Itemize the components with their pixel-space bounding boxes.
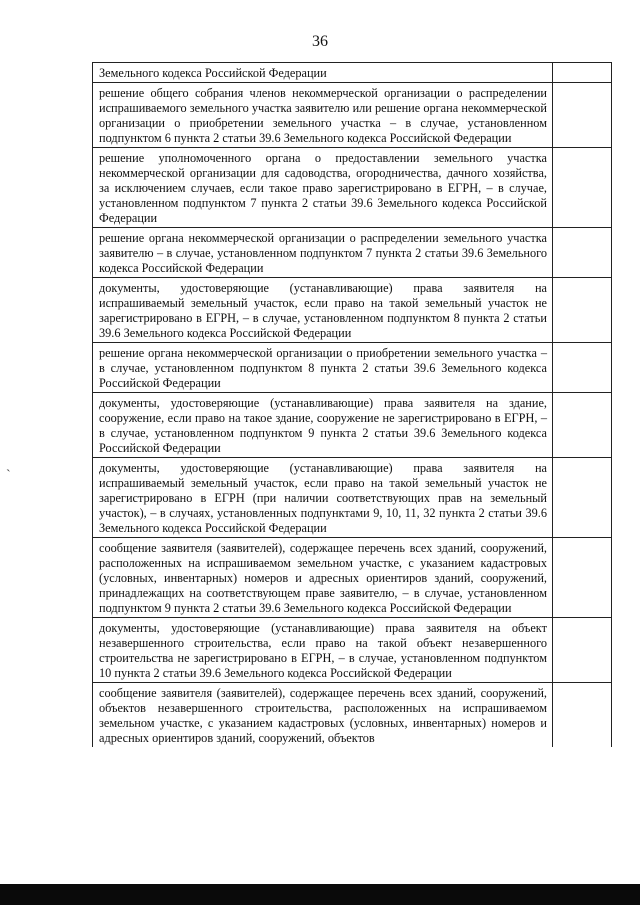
row-empty-cell (553, 393, 612, 458)
page-number: 36 (312, 33, 328, 50)
row-text-cell: решение органа некоммерческой организации о приобретении земельного участка – в случае, установленном подпунктом 8 пункта 2 статьи 39.6 Земельного кодекса Российской Федерации (93, 343, 553, 393)
row-text-cell: сообщение заявителя (заявителей), содержащее перечень всех зданий, сооружений, расположенных на испрашиваемом земельном участке, с указанием кадастровых (условных, инвентарных) номеров и адресных ориентиров зданий, сооружений, принадлежащих на соответствующем праве заявителю, – в случае, установленном подпунктом 9 пункта 2 статьи 39.6 Земельного кодекса Российской Федерации (93, 538, 553, 618)
document-table (92, 62, 612, 747)
table-row (93, 683, 612, 748)
row-empty-cell (553, 148, 612, 228)
table-row (93, 538, 612, 618)
row-text-cell: документы, удостоверяющие (устанавливающие) права заявителя на испрашиваемый земельный участок, если право на такой земельный участок не зарегистрировано в ЕГРН, – в случае, установленном подпунктом 8 пункта 2 статьи 39.6 Земельного кодекса Российской Федерации (93, 278, 553, 343)
row-empty-cell (553, 278, 612, 343)
table-row (93, 63, 612, 83)
row-empty-cell (553, 538, 612, 618)
row-empty-cell (553, 343, 612, 393)
row-empty-cell (553, 683, 612, 748)
row-text-cell: решение уполномоченного органа о предоставлении земельного участка некоммерческой организации для садоводства, огородничества, дачного хозяйства, за исключением случаев, если такое право зарегистрировано в ЕГРН, – в случае, установленном подпунктом 7 пункта 2 статьи 39.6 Земельного кодекса Российской Федерации (93, 148, 553, 228)
table-row (93, 278, 612, 343)
table-row (93, 618, 612, 683)
table-row (93, 393, 612, 458)
row-empty-cell (553, 618, 612, 683)
row-text-cell: документы, удостоверяющие (устанавливающие) права заявителя на объект незавершенного строительства, если право на такой объект незавершенного строительства не зарегистрировано в ЕГРН, – в случае, установленном подпунктом 10 пункта 2 статьи 39.6 Земельного кодекса Российской Федерации (93, 618, 553, 683)
scan-mark: ` (6, 468, 11, 483)
table-row (93, 343, 612, 393)
row-text-cell: сообщение заявителя (заявителей), содержащее перечень всех зданий, сооружений, объектов незавершенного строительства, расположенных на испрашиваемом земельном участке, с указанием кадастровых (условных, инвентарных) номеров и адресных ориентиров зданий, сооружений, объектов (93, 683, 553, 748)
row-text-cell: документы, удостоверяющие (устанавливающие) права заявителя на здание, сооружение, если право на такое здание, сооружение не зарегистрировано в ЕГРН, – в случае, установленном подпунктом 9 пункта 2 статьи 39.6 Земельного кодекса Российской Федерации (93, 393, 553, 458)
table-row (93, 228, 612, 278)
row-text-cell: документы, удостоверяющие (устанавливающие) права заявителя на испрашиваемый земельный участок, если право на такой земельный участок не зарегистрировано в ЕГРН (при наличии соответствующих прав на земельный участок), – в случаях, установленных подпунктами 9, 10, 11, 32 пункта 2 статьи 39.6 Земельного кодекса Российской Федерации (93, 458, 553, 538)
row-empty-cell (553, 63, 612, 83)
table-row (93, 83, 612, 148)
table-row (93, 148, 612, 228)
table-row (93, 458, 612, 538)
row-text-cell: решение общего собрания членов некоммерческой организации о распределении испрашиваемого земельного участка заявителю или решение органа некоммерческой организации о приобретении земельного участка – в случае, установленном подпунктом 6 пункта 2 статьи 39.6 Земельного кодекса Российской Федерации (93, 83, 553, 148)
row-empty-cell (553, 458, 612, 538)
row-empty-cell (553, 83, 612, 148)
scan-bottom-bar (0, 884, 640, 905)
row-text-cell: решение органа некоммерческой организации о распределении земельного участка заявителю – в случае, установленном подпунктом 7 пункта 2 статьи 39.6 Земельного кодекса Российской Федерации (93, 228, 553, 278)
row-text-cell: Земельного кодекса Российской Федерации (93, 63, 553, 83)
row-empty-cell (553, 228, 612, 278)
